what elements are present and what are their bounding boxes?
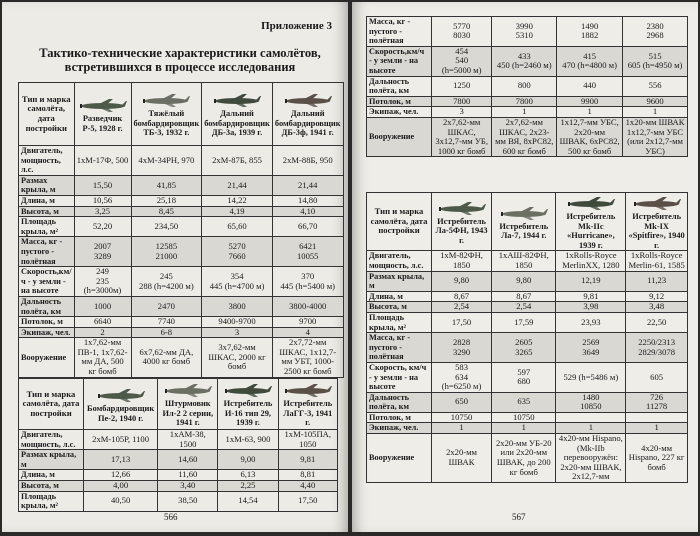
appendix-label: Приложение 3 bbox=[261, 20, 332, 32]
table-cell: 9,12 bbox=[626, 291, 688, 302]
row-label: Площадь крыла, м² bbox=[19, 491, 84, 511]
table-cell: 1хRolls-Royce Merlin-61, 1585 bbox=[626, 251, 688, 271]
table-row bbox=[19, 237, 344, 267]
table-row bbox=[367, 412, 688, 423]
table-cell: 1 bbox=[623, 107, 688, 118]
header-label: Тип и марка самолёта, дата постройки bbox=[19, 83, 75, 146]
table-cell: 245 288 (h=4200 м) bbox=[131, 267, 202, 297]
table-cell: 800 bbox=[492, 76, 557, 96]
header-label: Тип и марка самолёта, дата постройки bbox=[19, 379, 84, 430]
table-cell: 7800 bbox=[432, 96, 492, 107]
table-cell: 2хМ-88Б, 950 bbox=[272, 146, 343, 176]
table-cell: 12,66 bbox=[84, 470, 158, 481]
table-cell bbox=[626, 412, 688, 423]
aircraft-illustration bbox=[95, 387, 147, 403]
table-cell: 433 450 (h=2460 м) bbox=[492, 46, 557, 76]
table-cell: 1х20-мм ШВАК 1х12,7-мм УБС (или 2х12,7-мм УБС) bbox=[623, 117, 688, 156]
table-row bbox=[367, 117, 688, 156]
table-row bbox=[19, 491, 338, 511]
table-cell: 4х20-мм Hispano, 227 кг бомб bbox=[626, 434, 688, 483]
table-cell: 4х20-мм Hispano, (Mk-IIb перевооружён: 2х20-мм ШВАК, 2х12,7-мм bbox=[556, 434, 626, 483]
row-label: Масса, кг - пустого - полётная bbox=[19, 237, 75, 267]
table-cell: 3 bbox=[432, 107, 492, 118]
table-cell: 9600 bbox=[623, 96, 688, 107]
aircraft-illustration bbox=[162, 382, 214, 398]
table-cell: 8,45 bbox=[131, 206, 202, 217]
table-row bbox=[19, 480, 338, 491]
table-cell: 2380 2968 bbox=[623, 17, 688, 47]
table-row bbox=[19, 195, 344, 206]
aircraft-illustration bbox=[77, 97, 129, 113]
aircraft-name: Тяжёлый бомбардировщик ТБ-3, 1932 г. bbox=[133, 109, 200, 138]
table-cell: 529 (h=5486 м) bbox=[556, 362, 626, 392]
row-label: Масса, кг - пустого - полётная bbox=[367, 17, 432, 47]
table-row bbox=[19, 217, 344, 237]
table-cell: 66,70 bbox=[272, 217, 343, 237]
table-row bbox=[367, 333, 688, 363]
table-row bbox=[367, 362, 688, 392]
table-row bbox=[367, 76, 688, 96]
table-cell: 3,40 bbox=[158, 480, 218, 491]
table-cell: 635 bbox=[492, 392, 556, 412]
table-cell: 41,85 bbox=[131, 175, 202, 195]
row-label: Двигатель, мощность, л.с. bbox=[19, 430, 84, 450]
table-cell: 3 bbox=[202, 327, 273, 338]
table-cell: 14,60 bbox=[158, 450, 218, 470]
right-page bbox=[352, 2, 698, 532]
table-cell: 8,67 bbox=[492, 291, 556, 302]
table-cell: 249 235 (h=3000м) bbox=[74, 267, 131, 297]
table-cell: 17,59 bbox=[492, 312, 556, 332]
table-row bbox=[19, 430, 338, 450]
aircraft-name: Истребитель ЛаГГ-3, 1941 г. bbox=[283, 399, 333, 428]
table-cell: 5770 8030 bbox=[432, 17, 492, 47]
table-cell: 65,60 bbox=[202, 217, 273, 237]
table-cell: 14,22 bbox=[202, 195, 273, 206]
table-cell: 9700 bbox=[272, 317, 343, 328]
table-cell: 4,00 bbox=[84, 480, 158, 491]
table-row bbox=[367, 423, 688, 434]
aircraft-header-cell bbox=[84, 379, 158, 430]
table-cell: 12,19 bbox=[556, 271, 626, 291]
table-cell: 2250/2313 2829/3078 bbox=[626, 333, 688, 363]
row-label: Размах крыла, м bbox=[19, 450, 84, 470]
table-cell: 11,23 bbox=[626, 271, 688, 291]
left-page bbox=[2, 2, 348, 532]
row-label: Двигатель, мощность, л.с. bbox=[19, 146, 75, 176]
table-row bbox=[367, 107, 688, 118]
table-cell: 15,50 bbox=[74, 175, 131, 195]
aircraft-table-1 bbox=[18, 82, 344, 378]
table-row bbox=[367, 312, 688, 332]
table-cell: 9900 bbox=[557, 96, 623, 107]
aircraft-illustration bbox=[222, 382, 274, 398]
table-cell: 1 bbox=[556, 423, 626, 434]
table-cell: 583 634 (h=6250 м) bbox=[432, 362, 492, 392]
row-label: Скорость, км/ч - у земли - на высоте bbox=[367, 362, 432, 392]
table-cell: 2,54 bbox=[432, 302, 492, 313]
aircraft-illustration bbox=[498, 205, 550, 221]
table-cell: 370 445 (h=5400 м) bbox=[272, 267, 343, 297]
aircraft-name: Истребитель Ла-5ФН, 1943 г. bbox=[435, 216, 488, 245]
table-cell: 3800 bbox=[202, 296, 273, 316]
table-cell: 10750 bbox=[492, 412, 556, 423]
table-cell: 650 bbox=[432, 392, 492, 412]
row-label: Дальность полёта, км bbox=[367, 392, 432, 412]
table-cell: 3,98 bbox=[556, 302, 626, 313]
table-cell: 9,00 bbox=[218, 450, 278, 470]
table-cell: 8,67 bbox=[432, 291, 492, 302]
aircraft-header-cell bbox=[492, 193, 556, 251]
table-cell: 2хМ-105Р, 1100 bbox=[84, 430, 158, 450]
table-row bbox=[19, 206, 344, 217]
table-cell: 52,20 bbox=[74, 217, 131, 237]
row-label: Размах крыла, м bbox=[367, 271, 432, 291]
row-label: Потолок, м bbox=[367, 96, 432, 107]
table-cell: 9,81 bbox=[278, 450, 337, 470]
table-row bbox=[367, 302, 688, 313]
table-cell: 1000 bbox=[74, 296, 131, 316]
table-cell: 1490 1882 bbox=[557, 17, 623, 47]
page-number: 567 bbox=[512, 512, 526, 522]
page-number: 566 bbox=[164, 512, 178, 522]
table-cell: 2 bbox=[74, 327, 131, 338]
table-cell: 597 680 bbox=[492, 362, 556, 392]
table-cell: 1 bbox=[492, 107, 557, 118]
table-cell: 2828 3290 bbox=[432, 333, 492, 363]
table-cell: 3990 5310 bbox=[492, 17, 557, 47]
table-cell: 440 bbox=[557, 76, 623, 96]
aircraft-illustration bbox=[436, 200, 488, 216]
aircraft-name: Дальний бомбардировщик ДБ-3ф, 1941 г. bbox=[274, 109, 341, 138]
aircraft-name: Дальний бомбардировщик ДБ-3а, 1939 г. bbox=[204, 109, 270, 138]
row-label: Вооружение bbox=[367, 434, 432, 483]
table-row bbox=[367, 291, 688, 302]
row-label: Высота, м bbox=[19, 480, 84, 491]
table-cell: 14,80 bbox=[272, 195, 343, 206]
table-cell: 17,13 bbox=[84, 450, 158, 470]
aircraft-header-cell bbox=[218, 379, 278, 430]
table-cell: 454 540 (h=5000 м) bbox=[432, 46, 492, 76]
table-cell: 2007 3289 bbox=[74, 237, 131, 267]
table-cell: 556 bbox=[623, 76, 688, 96]
table-cell: 17,50 bbox=[278, 491, 337, 511]
table-cell bbox=[556, 412, 626, 423]
table-cell: 3,25 bbox=[74, 206, 131, 217]
aircraft-header-cell bbox=[131, 83, 202, 146]
table-row bbox=[367, 46, 688, 76]
aircraft-table-3 bbox=[366, 192, 688, 483]
table-cell: 1х7,62-мм ПВ-1, 1х7,62-мм ДА, 500 кг бомб bbox=[74, 338, 131, 377]
table-cell: 1250 bbox=[432, 76, 492, 96]
table-cell: 1хАШ-82ФН, 1850 bbox=[492, 251, 556, 271]
table-cell: 4хМ-34РН, 970 bbox=[131, 146, 202, 176]
table-cell: 354 445 (h=4700 м) bbox=[202, 267, 273, 297]
table-cell: 9,80 bbox=[432, 271, 492, 291]
table-cell: 7740 bbox=[131, 317, 202, 328]
row-label: Длина, м bbox=[19, 470, 84, 481]
table-cell: 25,18 bbox=[131, 195, 202, 206]
row-label: Длина, м bbox=[367, 291, 432, 302]
table-cell: 1хRolls-Royce MerlinXX, 1280 bbox=[556, 251, 626, 271]
table-cell: 6-8 bbox=[131, 327, 202, 338]
table-cell: 17,50 bbox=[432, 312, 492, 332]
table-cell: 1хМ-63, 900 bbox=[218, 430, 278, 450]
header-row bbox=[19, 83, 344, 146]
table-cell: 726 11278 bbox=[626, 392, 688, 412]
table-cell: 23,93 bbox=[556, 312, 626, 332]
table-cell: 2х7,62-мм ШКАС, 2х23-мм ВЯ, 8хРС82, 600 кг бомб bbox=[492, 117, 557, 156]
row-label: Высота, м bbox=[19, 206, 75, 217]
header-row bbox=[367, 193, 688, 251]
row-label: Экипаж, чел. bbox=[19, 327, 75, 338]
table-cell: 515 605 (h=4950 м) bbox=[623, 46, 688, 76]
table-cell: 9,80 bbox=[492, 271, 556, 291]
table-row bbox=[367, 271, 688, 291]
row-label: Площадь крыла, м² bbox=[19, 217, 75, 237]
aircraft-header-cell bbox=[272, 83, 343, 146]
table-cell: 38,50 bbox=[158, 491, 218, 511]
table-cell: 1хМ-82ФН, 1850 bbox=[432, 251, 492, 271]
table-cell: 3800-4000 bbox=[272, 296, 343, 316]
table-cell: 21,44 bbox=[202, 175, 273, 195]
row-label: Площадь крыла, м² bbox=[367, 312, 432, 332]
table-cell: 10,56 bbox=[74, 195, 131, 206]
page-title: Тактико-технические характеристики самолётов, встретившихся в процессе исследования bbox=[39, 46, 321, 74]
aircraft-name: Истребитель Ла-7, 1944 г. bbox=[499, 221, 549, 241]
table-cell: 3х7,62-мм ШКАС, 2000 кг бомб bbox=[202, 338, 273, 377]
table-cell: 6640 bbox=[74, 317, 131, 328]
table-row bbox=[367, 96, 688, 107]
aircraft-name: Разведчик Р-5, 1928 г. bbox=[82, 113, 123, 133]
table-cell: 4,19 bbox=[202, 206, 273, 217]
table-cell: 2,25 bbox=[218, 480, 278, 491]
row-label: Экипаж, чел. bbox=[367, 423, 432, 434]
row-label: Вооружение bbox=[367, 117, 432, 156]
header-label: Тип и марка самолёта, дата постройки bbox=[367, 193, 432, 251]
table-row bbox=[19, 175, 344, 195]
row-label: Скорость,км/ч - у земли - на высоте bbox=[19, 267, 75, 297]
table-cell: 2х7,62-мм ШКАС, 3х12,7-мм УБ, 1000 кг бомб bbox=[432, 117, 492, 156]
aircraft-header-cell bbox=[202, 83, 273, 146]
aircraft-name: Истребитель Mk-IX «Spitfire», 1940 г. bbox=[628, 212, 685, 250]
aircraft-header-cell bbox=[74, 83, 131, 146]
table-row bbox=[19, 267, 344, 297]
row-label: Высота, м bbox=[367, 302, 432, 313]
table-cell: 2х20-мм УБ-20 или 2х20-мм ШВАК, до 200 кг бомб bbox=[492, 434, 556, 483]
table-cell: 2хМ-87Б, 855 bbox=[202, 146, 273, 176]
table-cell: 1 bbox=[492, 423, 556, 434]
aircraft-illustration bbox=[631, 195, 683, 211]
row-label: Потолок, м bbox=[19, 317, 75, 328]
row-label: Дальность полёта, км bbox=[367, 76, 432, 96]
table-cell: 1 bbox=[557, 107, 623, 118]
aircraft-illustration bbox=[282, 92, 334, 108]
row-label: Масса, кг - пустого - полётная bbox=[367, 333, 432, 363]
aircraft-name: Истребитель И-16 тип 29, 1939 г. bbox=[223, 399, 273, 428]
aircraft-header-cell bbox=[556, 193, 626, 251]
table-row bbox=[19, 146, 344, 176]
aircraft-name: Штурмовик Ил-2 2 серии, 1941 г. bbox=[162, 399, 214, 428]
table-cell: 11,60 bbox=[158, 470, 218, 481]
table-cell: 234,50 bbox=[131, 217, 202, 237]
table-cell: 10750 bbox=[432, 412, 492, 423]
row-label: Размах крыла, м bbox=[19, 175, 75, 195]
row-label: Двигатель, мощность, л.с. bbox=[367, 251, 432, 271]
header-row bbox=[19, 379, 338, 430]
table-cell: 8,81 bbox=[278, 470, 337, 481]
aircraft-table-2 bbox=[18, 378, 338, 512]
table-cell: 6,13 bbox=[218, 470, 278, 481]
table-row bbox=[367, 434, 688, 483]
table-cell: 1 bbox=[432, 423, 492, 434]
aircraft-header-cell bbox=[278, 379, 337, 430]
row-label: Вооружение bbox=[19, 338, 75, 377]
table-cell: 22,50 bbox=[626, 312, 688, 332]
table-cell: 605 bbox=[626, 362, 688, 392]
aircraft-name: Бомбардировщик Пе-2, 1940 г. bbox=[87, 403, 155, 423]
table-cell: 2,54 bbox=[492, 302, 556, 313]
aircraft-name: Истребитель Mk-IIс «Hurricane», 1939 г. bbox=[566, 212, 616, 250]
row-label: Скорость,км/ч - у земли - на высоте bbox=[367, 46, 432, 76]
table-cell: 1 bbox=[626, 423, 688, 434]
aircraft-header-cell bbox=[626, 193, 688, 251]
table-cell: 415 470 (h=4800 м) bbox=[557, 46, 623, 76]
aircraft-illustration bbox=[565, 195, 617, 211]
table-cell: 9,81 bbox=[556, 291, 626, 302]
table-cell: 14,54 bbox=[218, 491, 278, 511]
table-cell: 40,50 bbox=[84, 491, 158, 511]
table-cell: 1хМ-17Ф, 500 bbox=[74, 146, 131, 176]
table-cell: 1хМ-105ПА, 1050 bbox=[278, 430, 337, 450]
row-label: Длина, м bbox=[19, 195, 75, 206]
row-label: Дальность полёта, км bbox=[19, 296, 75, 316]
table-row bbox=[19, 450, 338, 470]
table-row bbox=[19, 317, 344, 328]
table-cell: 2х20-мм ШВАК bbox=[432, 434, 492, 483]
table-cell: 6421 10055 bbox=[272, 237, 343, 267]
table-row bbox=[367, 392, 688, 412]
table-cell: 6х7,62-мм ДА, 4000 кг бомб bbox=[131, 338, 202, 377]
table-cell: 2605 3265 bbox=[492, 333, 556, 363]
table-cell: 2х7,72-мм ШКАС, 1х12,7-мм УБТ, 1000-2500 кг бомб bbox=[272, 338, 343, 377]
table-cell: 4,40 bbox=[278, 480, 337, 491]
aircraft-table-1-continued bbox=[366, 16, 688, 157]
aircraft-illustration bbox=[282, 382, 334, 398]
table-row bbox=[19, 470, 338, 481]
table-cell: 1480 10850 bbox=[556, 392, 626, 412]
table-row bbox=[19, 327, 344, 338]
row-label: Экипаж, чел. bbox=[367, 107, 432, 118]
table-row bbox=[367, 251, 688, 271]
table-cell: 1х12,7-мм УБС, 2х20-мм ШВАК, 6хРС82, 500 кг бомб bbox=[557, 117, 623, 156]
table-row bbox=[19, 338, 344, 377]
table-cell: 2470 bbox=[131, 296, 202, 316]
table-cell: 21,44 bbox=[272, 175, 343, 195]
aircraft-illustration bbox=[140, 92, 192, 108]
table-cell: 3,48 bbox=[626, 302, 688, 313]
aircraft-header-cell bbox=[158, 379, 218, 430]
table-cell: 1хАМ-38, 1500 bbox=[158, 430, 218, 450]
table-cell: 4 bbox=[272, 327, 343, 338]
table-cell: 12585 21000 bbox=[131, 237, 202, 267]
table-cell: 4,10 bbox=[272, 206, 343, 217]
table-cell: 2569 3649 bbox=[556, 333, 626, 363]
table-cell: 5270 7660 bbox=[202, 237, 273, 267]
table-cell: 7800 bbox=[492, 96, 557, 107]
row-label: Потолок, м bbox=[367, 412, 432, 423]
table-row bbox=[19, 296, 344, 316]
table-row bbox=[367, 17, 688, 47]
aircraft-header-cell bbox=[432, 193, 492, 251]
aircraft-illustration bbox=[211, 92, 263, 108]
table-cell: 9400-9700 bbox=[202, 317, 273, 328]
